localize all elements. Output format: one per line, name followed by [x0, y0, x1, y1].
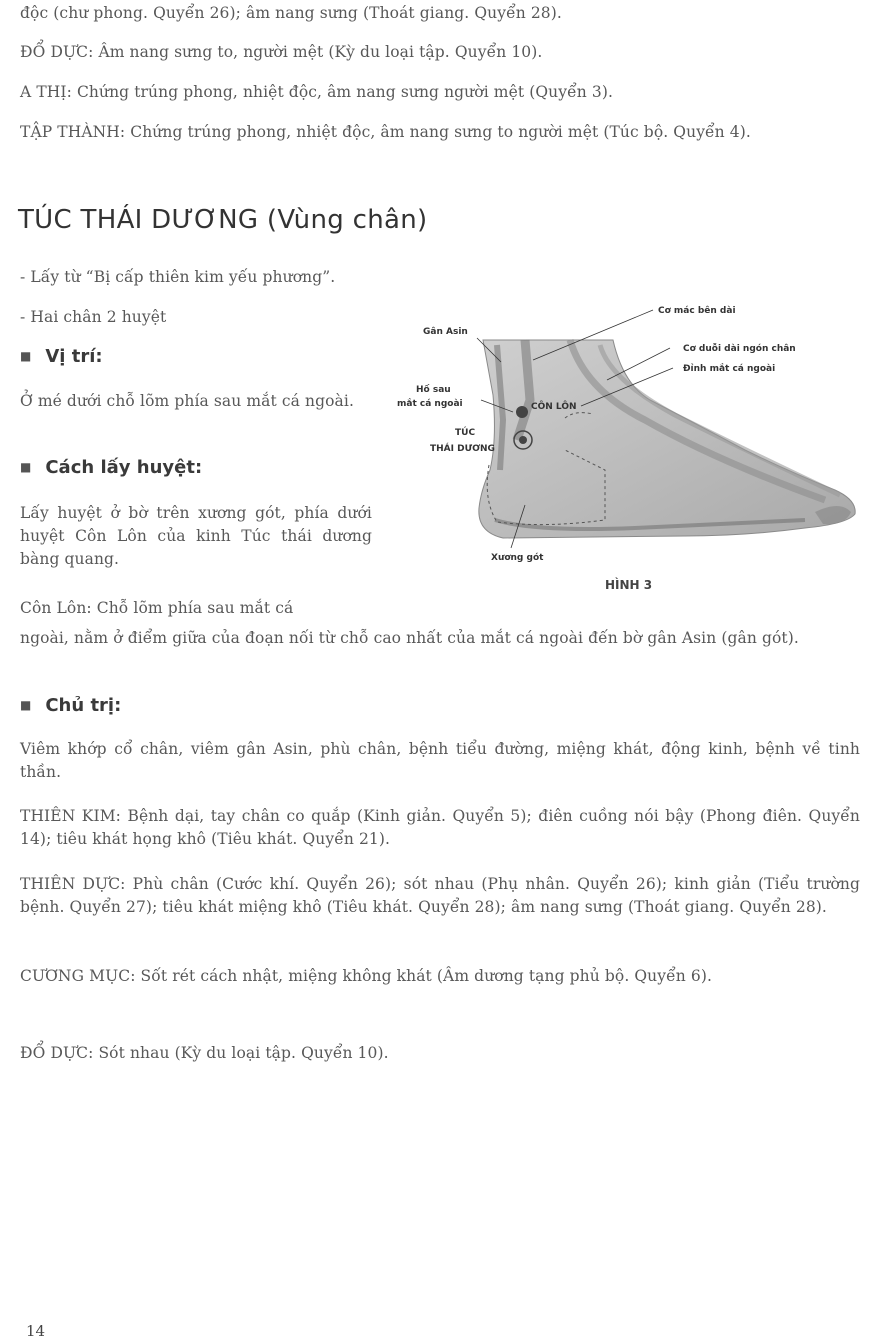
paragraph-a-thi: A THỊ: Chứng trúng phong, nhiệt độc, âm nang sưng người mệt (Quyển 3). — [20, 83, 613, 101]
bullet-icon: ■ — [20, 349, 32, 363]
label-ho-sau-2: mắt cá ngoài — [397, 399, 463, 409]
paragraph-thien-kim: THIÊN KIM: Bệnh dại, tay chân co quắp (Kinh giản. Quyển 5); điên cuồng nói bậy (Phong điên. Quyển 14); tiêu khát họng khô (Tiêu khát. Quyển 21). — [20, 807, 860, 848]
foot-illustration — [385, 300, 865, 600]
figure-caption: HÌNH 3 — [605, 578, 653, 592]
indications-text: Viêm khớp cổ chân, viêm gân Asin, phù chân, bệnh tiểu đường, miệng khát, động kinh, bệnh về tinh thần. — [20, 740, 860, 781]
label-dinh-mat: Đỉnh mắt cá ngoài — [683, 364, 776, 374]
paragraph-do-duc-2: ĐỔ DỰC: Sót nhau (Kỳ du loại tập. Quyển 10). — [20, 1044, 389, 1062]
conlon-text-b: ngoài, nằm ở điểm giữa của đoạn nối từ chỗ cao nhất của mắt cá ngoài đến bờ gân Asin (gân gót). — [20, 629, 799, 647]
subheading-method: ■ Cách lấy huyệt: — [20, 457, 203, 478]
label-tuc: TÚC — [455, 428, 476, 438]
subheading-location: ■ Vị trí: — [20, 346, 103, 367]
con-lon-point — [516, 406, 528, 418]
method-text: Lấy huyệt ở bờ trên xương gót, phía dưới huyệt Côn Lôn của kinh Túc thái dương bàng quang. — [20, 504, 372, 568]
location-text: Ở mé dưới chỗ lõm phía sau mắt cá ngoài. — [20, 392, 354, 410]
foot-diagram — [385, 300, 865, 600]
bullet-icon: ■ — [20, 460, 32, 474]
label-co-mac: Cơ mác bên dài — [658, 306, 736, 316]
paragraph-tap-thanh: TẬP THÀNH: Chứng trúng phong, nhiệt độc, âm nang sưng to người mệt (Túc bộ. Quyển 4). — [20, 123, 751, 141]
label-thai-duong: THÁI DƯƠNG — [430, 444, 495, 454]
label-xuong-got: Xương gót — [491, 553, 544, 563]
conlon-text-a: Côn Lôn: Chỗ lõm phía sau mắt cá — [20, 599, 294, 617]
label-co-duoi: Cơ duỗi dài ngón chân — [683, 344, 796, 354]
point-count-line: - Hai chân 2 huyệt — [20, 308, 167, 326]
section-heading: TÚC THÁI DƯƠNG (Vùng chân) — [18, 205, 428, 235]
foot-outline — [479, 340, 855, 538]
label-ho-sau-1: Hố sau — [416, 385, 451, 395]
label-gan-asin: Gân Asin — [423, 327, 468, 337]
bullet-icon: ■ — [20, 698, 32, 712]
tuc-thai-duong-dot — [519, 436, 527, 444]
paragraph-cuong-muc: CƯƠNG MỤC: Sốt rét cách nhật, miệng không khát (Âm dương tạng phủ bộ. Quyển 6). — [20, 967, 712, 985]
source-line: - Lấy từ “Bị cấp thiên kim yếu phương”. — [20, 268, 336, 286]
subheading-indications: ■ Chủ trị: — [20, 695, 122, 716]
label-con-lon: CÔN LÔN — [531, 402, 577, 412]
page-number: 14 — [26, 1322, 46, 1340]
paragraph-do-duc-1: ĐỔ DỰC: Âm nang sưng to, người mệt (Kỳ du loại tập. Quyển 10). — [20, 43, 543, 61]
paragraph-thien-duc: THIÊN DỰC: Phù chân (Cước khí. Quyển 26); sót nhau (Phụ nhân. Quyển 26); kinh giản (Tiểu trường bệnh. Quyển 27); tiêu khát miệng khô (Tiêu khát. Quyển 28); âm nang sưng (Thoát giang. Quyển 28). — [20, 875, 860, 916]
paragraph-chu-phong: độc (chư phong. Quyển 26); âm nang sưng (Thoát giang. Quyển 28). — [20, 4, 562, 22]
